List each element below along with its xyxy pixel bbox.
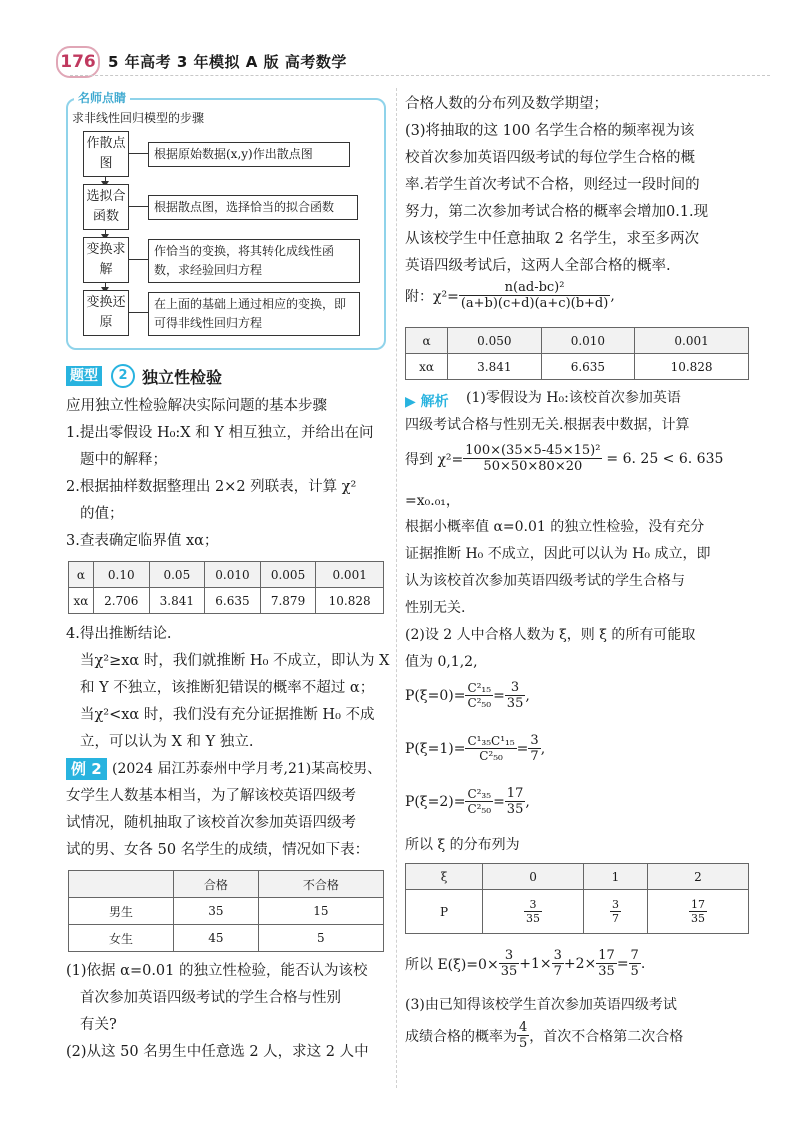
example-line-3: 试情况，随机抽取了该校首次参加英语四级考 (66, 815, 356, 831)
answer-line-12: (3)由已知得该校学生首次参加英语四级考试 (405, 997, 677, 1013)
analysis-label: ▶ 解析 (405, 394, 449, 410)
table-cell: xα (69, 588, 94, 614)
step-4-line-3: 当χ²<xα 时，我们没有充分证据推断 H₀ 不成 (80, 707, 375, 723)
table-cell (647, 890, 748, 934)
dist-den: 7 (611, 912, 619, 925)
prob-xi-0 (405, 680, 530, 711)
flow-step-1: 作散点图 (83, 131, 129, 177)
line13-num: 4 (519, 1020, 528, 1035)
flow-link (128, 153, 148, 154)
prob-end: , (525, 793, 530, 810)
table-cell: 6.635 (541, 354, 635, 380)
answer-line-8: 性别无关. (405, 600, 466, 616)
exp-num: 7 (630, 948, 639, 963)
question-3-line-3: 率.若学生首次考试不合格，则经过一段时间的 (405, 177, 700, 193)
step-4-line-2: 和 Y 不独立，该推断犯错误的概率不超过 α； (80, 680, 375, 696)
table-cell: 0.010 (205, 562, 261, 588)
prob-den: C²₅₀ (479, 749, 503, 763)
section-title: 独立性检验 (142, 368, 223, 387)
prob-value (528, 733, 540, 764)
calc-fraction (463, 443, 602, 474)
prob-prefix: P(ξ=0)= (405, 687, 466, 704)
prob-fraction (465, 787, 493, 816)
prob-value-den: 35 (506, 696, 524, 711)
example-line-4: 试的男、女各 50 名学生的成绩，情况如下表： (66, 842, 370, 858)
step-4-line-1: 当χ²≥xα 时，我们就推断 H₀ 不成立，即认为 X (80, 653, 390, 669)
header-divider (70, 75, 770, 76)
tip-subtitle: 求非线性回归模型的步骤 (72, 111, 205, 125)
prob-value (505, 680, 526, 711)
table-cell: 合格 (174, 871, 259, 898)
table-cell: xα (406, 354, 448, 380)
prob-num: C²₁₅ (467, 681, 492, 695)
prob-eq: = (516, 740, 529, 757)
prob-num: C²₃₅ (467, 787, 492, 801)
question-1-line-1: (1)依据 α=0.01 的独立性检验，能否认为该校 (66, 963, 368, 979)
table-cell: 2 (647, 864, 748, 890)
prob-end: , (525, 687, 530, 704)
answer-line-13 (405, 1020, 683, 1051)
exp-den: 35 (598, 964, 615, 979)
dist-den: 35 (526, 912, 541, 925)
critical-value-table (68, 561, 384, 614)
prob-prefix: P(ξ=1)= (405, 740, 466, 757)
prob-value-den: 7 (530, 749, 539, 764)
data-table (68, 870, 384, 952)
table-cell: 0.005 (260, 562, 316, 588)
table-cell: 0.050 (448, 328, 542, 354)
section-badge: 题型 (66, 366, 102, 386)
answer-line-10: 值为 0,1,2, (405, 654, 478, 670)
prob-xi-2 (405, 786, 530, 817)
analysis-label-text: 解析 (420, 394, 449, 410)
tip-label: 名师点睛 (74, 89, 130, 106)
step-3: 3.查表确定临界值 xα； (66, 533, 219, 549)
answer-line-7: 认为该校首次参加英语四级考试的学生合格与 (405, 573, 685, 589)
step-1-line-1: 1.提出零假设 H₀:X 和 Y 相互独立，并给出在问 (66, 425, 374, 441)
flow-desc-2: 根据散点图，选择恰当的拟合函数 (148, 195, 358, 220)
formula (405, 280, 615, 311)
chi-square-calc (405, 443, 723, 474)
table-cell: 45 (174, 925, 259, 952)
flow-step-3: 变换求解 (83, 237, 129, 283)
exp-num: 17 (598, 948, 615, 963)
table-cell (483, 890, 584, 934)
exp-op: +1× (519, 955, 552, 972)
table-cell: 5 (258, 925, 383, 952)
prob-eq: = (493, 793, 505, 810)
table-cell: 7.879 (260, 588, 316, 614)
prob-den: C²₅₀ (467, 696, 492, 710)
question-3-line-2: 校首次参加英语四级考试的每位学生合格的概 (405, 150, 695, 166)
exp-op: +2× (563, 955, 597, 972)
prob-value-num: 3 (505, 680, 526, 696)
calc-numerator: 100×(35×5-45×15)² (465, 443, 601, 458)
flow-step-2: 选拟合函数 (83, 184, 129, 230)
table-cell: 3.841 (448, 354, 542, 380)
table-cell: 男生 (69, 898, 174, 925)
prob-xi-1 (405, 733, 545, 764)
table-cell: 0.001 (316, 562, 384, 588)
exp-prefix: 所以 E(ξ)=0× (405, 956, 499, 973)
question-3-line-1: (3)将抽取的这 100 名学生合格的频率视为该 (405, 123, 695, 139)
table-cell: 0.10 (93, 562, 149, 588)
exp-num: 3 (553, 948, 562, 963)
answer-line-4: =x₀.₀₁， (405, 493, 460, 509)
question-1-line-2: 首次参加英语四级考试的学生合格与性别 (80, 990, 341, 1006)
answer-line-5: 根据小概率值 α=0.01 的独立性检验，没有充分 (405, 519, 705, 535)
table-cell: 35 (174, 898, 259, 925)
answer-line-9: (2)设 2 人中合格人数为 ξ，则 ξ 的所有可能取 (405, 627, 696, 643)
section-number: 2 (111, 364, 135, 388)
exp-frac (499, 948, 520, 979)
formula-denominator: (a+b)(c+d)(a+c)(b+d) (460, 296, 609, 311)
table-cell: 0.010 (541, 328, 635, 354)
intro-text: 应用独立性检验解决实际问题的基本步骤 (66, 398, 327, 414)
table-cell: 0.05 (149, 562, 205, 588)
dist-num: 17 (690, 898, 705, 911)
exp-den: 7 (553, 964, 562, 979)
formula-fraction (459, 280, 611, 311)
question-2-line-2: 合格人数的分布列及数学期望； (405, 96, 608, 112)
prob-eq: = (493, 687, 505, 704)
exp-den: 5 (630, 964, 639, 979)
flow-step-4: 变换还原 (83, 290, 129, 336)
dist-num: 3 (524, 898, 542, 912)
distribution-table (405, 863, 749, 934)
dist-num: 3 (611, 898, 619, 911)
table-cell: 0.001 (635, 328, 749, 354)
prob-value-num: 17 (506, 786, 524, 801)
formula-prefix: 附：χ²= (405, 288, 459, 305)
prob-prefix: P(ξ=2)= (405, 793, 466, 810)
question-2-line-1: (2)从这 50 名男生中任意选 2 人，求这 2 人中 (66, 1044, 369, 1060)
flow-desc-1: 根据原始数据(x,y)作出散点图 (148, 142, 350, 167)
formula-numerator: n(ad-bc)² (459, 280, 611, 296)
step-1-line-2: 题中的解释； (80, 452, 167, 468)
dist-den: 35 (690, 912, 705, 925)
calc-denominator: 50×50×80×20 (483, 459, 583, 474)
question-3-line-6: 英语四级考试后，这两人全部合格的概率. (405, 258, 671, 274)
example-line-1: (2024 届江苏泰州中学月考,21)某高校男、 (112, 761, 382, 777)
page-number: 176 (56, 46, 100, 78)
book-title: 5 年高考 3 年模拟 A 版 高考数学 (108, 53, 347, 71)
question-3-line-4: 努力，第二次参加考试合格的概率会增加0.1.现 (405, 204, 709, 220)
line13-suffix: ，首次不合格第二次合格 (529, 1028, 684, 1045)
table-cell: α (406, 328, 448, 354)
example-badge: 例 2 (66, 758, 107, 780)
prob-value-num: 3 (530, 733, 539, 748)
table-cell: 女生 (69, 925, 174, 952)
prob-value (505, 786, 526, 817)
exp-op: = (616, 955, 629, 972)
calc-suffix: = 6. 25 < 6. 635 (606, 450, 724, 467)
table-cell: 15 (258, 898, 383, 925)
answer-line-1: (1)零假设为 H₀:该校首次参加英语 (466, 390, 681, 406)
table-cell (584, 890, 648, 934)
line13-prefix: 成绩合格的概率为 (405, 1028, 517, 1045)
exp-den: 35 (500, 964, 518, 979)
flow-desc-4: 在上面的基础上通过相应的变换，即可得非线性回归方程 (148, 292, 360, 336)
prob-den: C²₅₀ (467, 802, 492, 816)
reference-table (405, 327, 749, 380)
line13-frac (517, 1020, 529, 1051)
question-1-line-3: 有关? (80, 1017, 117, 1033)
table-cell (69, 871, 174, 898)
example-line-2: 女学生人数基本相当，为了解该校英语四级考 (66, 788, 356, 804)
table-cell: 10.828 (635, 354, 749, 380)
formula-suffix: , (610, 287, 615, 304)
flow-desc-3: 作恰当的变换，将其转化成线性函数，求经验回归方程 (148, 239, 360, 283)
exp-num: 3 (499, 948, 520, 964)
prob-fraction (465, 681, 493, 710)
answer-line-6: 证据推断 H₀ 不成立，因此可以认为 H₀ 成立，即 (405, 546, 711, 562)
table-cell: 10.828 (316, 588, 384, 614)
table-cell: ξ (406, 864, 483, 890)
answer-line-11: 所以 ξ 的分布列为 (405, 837, 520, 853)
flow-link (128, 259, 148, 260)
flow-link (128, 206, 148, 207)
prob-value-den: 35 (506, 802, 524, 817)
exp-frac (629, 948, 641, 979)
expectation (405, 948, 645, 979)
table-cell: 0 (483, 864, 584, 890)
prob-num: C¹₃₅C¹₁₅ (467, 734, 515, 748)
flow-link (128, 312, 148, 313)
prob-fraction (465, 734, 516, 763)
table-cell: 2.706 (93, 588, 149, 614)
table-cell: 6.635 (205, 588, 261, 614)
question-3-line-5: 从该校学生中任意抽取 2 名学生，求至多两次 (405, 231, 699, 247)
table-cell: 3.841 (149, 588, 205, 614)
exp-end: . (640, 955, 646, 972)
step-2-line-1: 2.根据抽样数据整理出 2×2 列联表，计算 χ² (66, 479, 357, 495)
exp-frac (596, 948, 617, 979)
step-2-line-2: 的值； (80, 506, 124, 522)
table-cell: α (69, 562, 94, 588)
exp-frac (552, 948, 564, 979)
table-cell: 1 (584, 864, 648, 890)
calc-prefix: 得到 χ²= (405, 451, 464, 468)
table-cell: P (406, 890, 483, 934)
table-cell: 不合格 (258, 871, 383, 898)
step-4: 4.得出推断结论. (66, 626, 172, 642)
line13-den: 5 (519, 1036, 528, 1051)
answer-line-2: 四级考试合格与性别无关.根据表中数据，计算 (405, 417, 690, 433)
step-4-line-4: 立，可以认为 X 和 Y 独立. (80, 734, 254, 750)
column-divider (396, 88, 397, 1088)
prob-end: , (540, 740, 546, 757)
